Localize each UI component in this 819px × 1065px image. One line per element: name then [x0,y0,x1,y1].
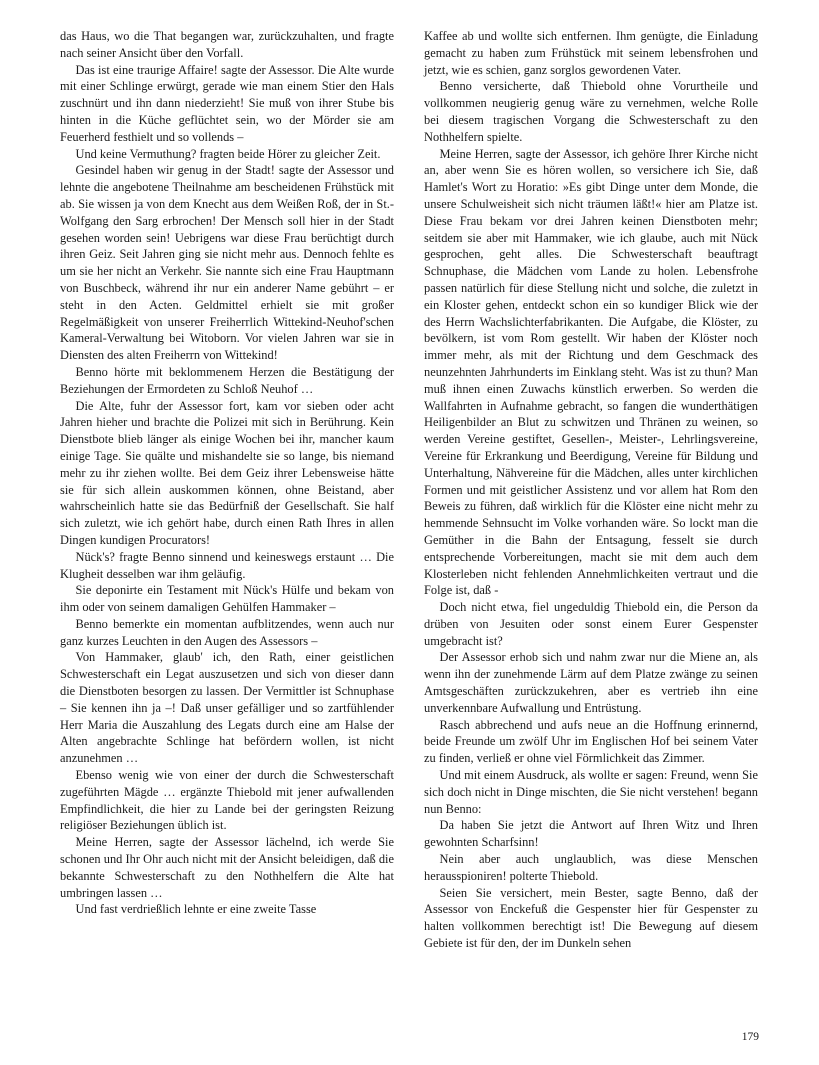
paragraph: Gesindel haben wir genug in der Stadt! sagte der Assessor und lehnte die angebotene Theilnahme am bescheidenen Frühstück mit ab. Sie wissen ja von dem Knecht aus dem Weißen Roß, der in St.-Wolfgang den Sarg erbrochen! Der Mensch soll hier in der Stadt gesehen worden sein! Uebrigens war diese Frau berüchtigt durch ihren Geiz. Seit Jahren ging sie nicht mehr aus. Dennoch fehlte es um sie her nicht an Verkehr. Sie nannte sich eine Frau Hauptmann von Buschbeck, während ihr nur ein anderer Name gebührt – er steht in den Acten. Geldmittel erhielt sie mit großer Regelmäßigkeit von unserer Freiherrlich Wittekind-Neuhof'schen Kameral-Verwaltung bei Witoborn. Vor vielen Jahren war sie in Diensten des alten Freiherrn von Wittekind! [60,163,394,363]
page-number: 179 [741,1031,759,1043]
paragraph: Und keine Vermuthung? fragten beide Hörer zu gleicher Zeit. [75,146,381,161]
paragraph: Ebenso wenig wie von einer der durch die Schwesterschaft zugeführten Mägde … ergänzte Thiebold mit jener aufwallenden Empfindlichkeit, die hier zu Lande bei der geringsten Reizung religiöser Beziehungen üblich ist. [60,768,394,833]
paragraph: Benno bemerkte ein momentan aufblitzendes, wenn auch nur ganz kurzes Leuchten in den Augen des Assessors – [60,616,394,648]
paragraph: Die Alte, fuhr der Assessor fort, kam vor sieben oder acht Jahren hieher und brachte die Polizei mit sich in Berührung. Kein Dienstbote blieb länger als einige Wochen bei ihr, mancher kaum einige Tage. Sie quälte und mishandelte sie so lange, bis niemand mehr zu ihr ziehen wollte. Bei dem Geiz ihrer Lebensweise hätte sie für sich allein auskommen können, ohne Beistand, aber wahrscheinlich hatte sie das Bedürfniß der Gesellschaft. Sie half sich zuletzt, wie ich gehört habe, durch einen Rath Ihres in allen Dingen kundigen Procurators! [60,398,394,547]
left-column [60,28,394,1028]
paragraph: Da haben Sie jetzt die Antwort auf Ihren Witz und Ihren gewohnten Scharfsinn! [424,818,758,850]
right-column [424,28,758,1028]
paragraph: das Haus, wo die That begangen war, zurückzuhalten, und fragte nach seiner Ansicht über den Vorfall. [60,29,394,60]
paragraph: Von Hammaker, glaub' ich, den Rath, einer geistlichen Schwesterschaft ein Legat auszusetzen und sich von dieser dann die Dienstboten besorgen zu lassen. Der Vermittler ist Schnuphase – Sie kennen ihn ja –! Daß unser gefälliger und so zartfühlender Herr Maria die Auszahlung des Legats durch eine am Halse der Alten angebrachte Schlinge hat befördern wollen, ist nicht anzunehmen … [60,650,394,766]
paragraph: Rasch abbrechend und aufs neue an die Hoffnung erinnernd, beide Freunde um zwölf Uhr im Englischen Hof bei seinem Vater zu finden, verließ er ohne viel Förmlichkeit das Zimmer. [424,717,758,766]
paragraph: Und fast verdrießlich lehnte er eine zweite Tasse [75,902,317,917]
paragraph: Kaffee ab und wollte sich entfernen. Ihm genügte, die Einladung gemacht zu haben zum Frühstück mit seinem lebensfrohen und jetzt, wie es schien, ganz sorglos gewordenen Vater. [424,29,758,77]
paragraph: Nein aber auch unglaublich, was diese Menschen herausspioniren! polterte Thiebold. [424,852,758,883]
paragraph: Doch nicht etwa, fiel ungeduldig Thiebold ein, die Person da drüben von Jesuiten oder sonst einem Eurer Gespenster umgebracht ist? [424,600,758,648]
paragraph: Das ist eine traurige Affaire! sagte der Assessor. Die Alte wurde mit einer Schlinge erwürgt, gerade wie man einem Stier den Hals zuschnürt und ihn dann niederzieht! Sie muß von ihrer Stube bis hinten in die Küche geflüchtet sein, wo der Mörder sie am Feuerherd festhielt und so vollends – [60,62,394,144]
paragraph: Benno hörte mit beklommenem Herzen die Bestätigung der Beziehungen der Ermordeten zu Schloß Neuhof … [60,364,394,396]
page-columns [60,28,759,1028]
paragraph: Meine Herren, sagte der Assessor lächelnd, ich werde Sie schonen und Ihr Ohr auch nicht mit der Ansicht beleidigen, daß die bekannte Schwesterschaft zu den Nothhelfern die Alte hat umbringen lassen … [60,835,394,900]
paragraph: Benno versicherte, daß Thiebold ohne Vorurtheile und vollkommen neugierig genug wäre zu vernehmen, welche Rolle bei diesem tragischen Vorgang die Schwesterschaft zu den Nothhelfern spielte. [424,79,758,144]
paragraph: Der Assessor erhob sich und nahm zwar nur die Miene an, als wenn ihn der zunehmende Lärm auf dem Platze zwänge zu seinen Amtsgeschäften zurückzukehren, aber es vertrieb ihn eine unverkennbare Aufwallung und Entrüstung. [424,650,758,715]
paragraph: Und mit einem Ausdruck, als wollte er sagen: Freund, wenn Sie sich doch nicht in Dinge mischten, die Sie nicht verstehen! begann nun Benno: [424,768,758,816]
paragraph: Seien Sie versichert, mein Bester, sagte Benno, daß der Assessor von Enckefuß die Gespenster hier für Gespenster zu halten vollkommen berechtigt ist! Die Bewegung auf diesem Gebiete ist für den, der im Dunkeln sehen [424,885,758,951]
paragraph: Meine Herren, sagte der Assessor, ich gehöre Ihrer Kirche nicht an, aber wenn Sie es hören wollen, so versichere ich Sie, daß Hamlet's Wort zu Horatio: »Es gibt Dinge unter dem Monde, die unsere Schulweisheit sich nicht träumen läßt!« hier am Platze ist. Diese Frau bekam vor drei Jahren keinen Dienstboten mehr; seitdem sie aber mit Hammaker, wie ich glaube, auch mit Nück gesprochen, geht alles. Die Schwesterschaft beauftragt Schnuphase, die Mädchen vom Lande zu holen. Lebensfrohe passen natürlich für diese Stellung nicht und solche, die zuletzt in ein Kloster gehen, entdeckt schon ein so kundiger Blick wie der des Herrn Wachslichterfabrikanten. Die Aufgabe, die Klöster, zu bevölkern, ist vom Rom gestellt. Wir haben der Klöster noch immer mehr, als mit der Richtung und dem Geschmack des neunzehnten Jahrhunderts im Einklang steht. Was ist zu thun? Man muß ihnen einen Zuwachs künstlich erwerben. So werden die Wallfahrten in Aufnahme gebracht, so fangen die wunderthätigen Heiligenbilder an Blut zu schwitzen und Thränen zu weinen, so werden Vereine gestiftet, Gesellen-, Meister-, Lehrlingsvereine, Vereine für Erkrankung und Beerdigung, Vereine für Bildung und Unterhaltung, Nähvereine für die Mädchen, alles unter kirchlichen Formen und mit geistlicher Assistenz und vor allem hat Rom den Beweis zu führen, daß wirklich für die Klöster eine nicht mehr zu hemmende Sehnsucht im Volke vorhanden wäre. So lockt man die Gemüther in die Bahn der Entsagung, fesselt sie durch entsprechende Vorbereitungen, macht sie mit dem auch dem Klosterleben nicht fehlenden Annehmlichkeiten vertraut und die Folge ist, daß - [424,146,758,598]
paragraph: Nück's? fragte Benno sinnend und keineswegs erstaunt … Die Klugheit desselben war ihm geläufig. [60,549,394,581]
paragraph: Sie deponirte ein Testament mit Nück's Hülfe und bekam von ihm oder von seinem damaligen Gehülfen Hammaker – [60,583,394,615]
